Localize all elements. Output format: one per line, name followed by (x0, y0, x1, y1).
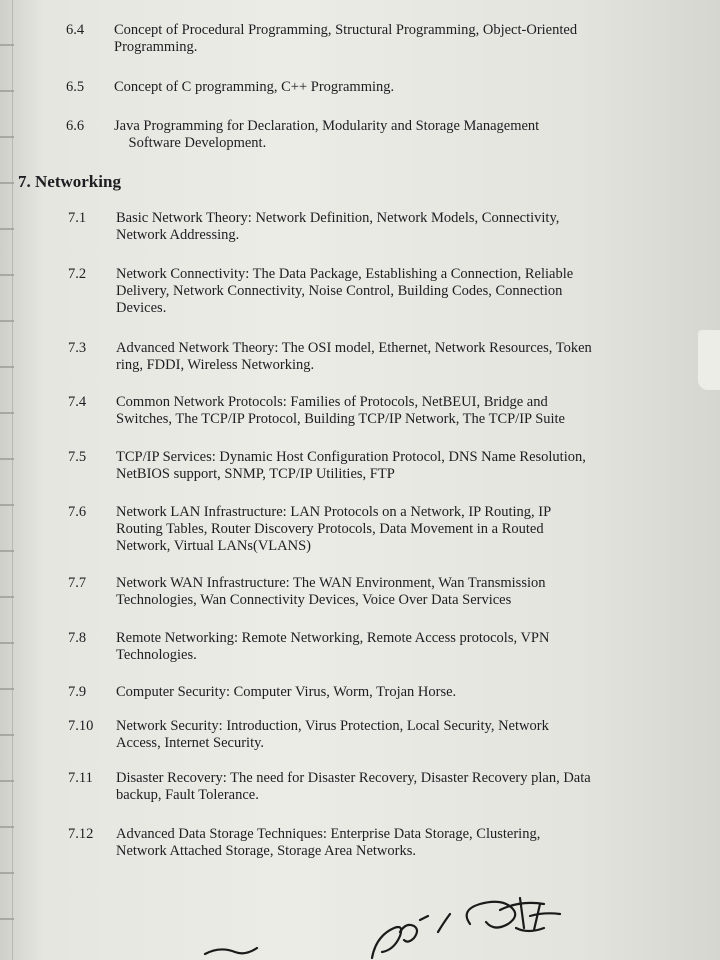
item-line: backup, Fault Tolerance. (116, 787, 259, 803)
item-text (116, 504, 636, 555)
item-number: 7.4 (68, 394, 87, 410)
item-text (116, 630, 636, 664)
item-line: Technologies. (116, 647, 197, 663)
margin-line (12, 0, 13, 960)
item-line: Network Addressing. (116, 227, 240, 243)
item-line: ring, FDDI, Wireless Networking. (116, 357, 315, 373)
item-text (116, 826, 636, 860)
item-number: 6.4 (66, 22, 85, 38)
item-text (114, 118, 634, 152)
paper-tear (698, 330, 720, 390)
item-text (116, 449, 636, 483)
item-number: 6.6 (66, 118, 85, 134)
item-line: Network LAN Infrastructure: LAN Protocols on a Network, IP Routing, IP (116, 504, 552, 520)
signature-mark-left (205, 948, 257, 954)
item-line: Access, Internet Security. (116, 735, 265, 751)
item-line: Disaster Recovery: The need for Disaster Recovery, Disaster Recovery plan, Data (116, 770, 591, 786)
item-line: Java Programming for Declaration, Modularity and Storage Management (114, 118, 540, 134)
item-line: Network Connectivity: The Data Package, Establishing a Connection, Reliable (116, 266, 574, 282)
item-line: Network Security: Introduction, Virus Protection, Local Security, Network (116, 718, 549, 734)
item-text (116, 266, 636, 317)
item-text (116, 394, 636, 428)
item-text (116, 770, 636, 804)
item-line: Advanced Network Theory: The OSI model, Ethernet, Network Resources, Token (116, 340, 592, 356)
item-line: Devices. (116, 300, 167, 316)
item-line: Network WAN Infrastructure: The WAN Environment, Wan Transmission (116, 575, 546, 591)
section-heading-networking: 7. Networking (18, 172, 121, 191)
item-number: 7.3 (68, 340, 87, 356)
item-line: Network, Virtual LANs(VLANS) (116, 538, 311, 554)
item-text (116, 210, 636, 244)
item-number: 7.5 (68, 449, 87, 465)
item-line: Remote Networking: Remote Networking, Remote Access protocols, VPN (116, 630, 550, 646)
item-number: 7.8 (68, 630, 87, 646)
item-text (114, 22, 634, 56)
item-number: 7.2 (68, 266, 87, 282)
item-text (116, 340, 636, 374)
item-text (116, 575, 636, 609)
item-number: 7.12 (68, 826, 94, 842)
item-number: 7.11 (68, 770, 93, 786)
item-line: NetBIOS support, SNMP, TCP/IP Utilities, FTP (116, 466, 395, 482)
item-line: TCP/IP Services: Dynamic Host Configuration Protocol, DNS Name Resolution, (116, 449, 586, 465)
signature-mark-right (467, 898, 560, 931)
item-text (116, 684, 636, 701)
item-line: Programming. (114, 39, 198, 55)
item-line: Concept of Procedural Programming, Structural Programming, Object-Oriented (114, 22, 578, 38)
signature-mark-center (372, 914, 450, 958)
item-line: Delivery, Network Connectivity, Noise Control, Building Codes, Connection (116, 283, 563, 299)
item-line: Common Network Protocols: Families of Protocols, NetBEUI, Bridge and (116, 394, 548, 410)
item-number: 7.7 (68, 575, 87, 591)
item-number: 7.10 (68, 718, 94, 734)
item-number: 6.5 (66, 79, 85, 95)
item-text (116, 718, 636, 752)
item-line: Routing Tables, Router Discovery Protocols, Data Movement in a Routed (116, 521, 544, 537)
item-line: Advanced Data Storage Techniques: Enterprise Data Storage, Clustering, (116, 826, 541, 842)
item-number: 7.6 (68, 504, 87, 520)
item-number: 7.1 (68, 210, 87, 226)
item-text (114, 79, 634, 96)
item-line: Basic Network Theory: Network Definition, Network Models, Connectivity, (116, 210, 560, 226)
item-line: Concept of C programming, C++ Programming. (114, 79, 395, 95)
item-number: 7.9 (68, 684, 87, 700)
item-line: Switches, The TCP/IP Protocol, Building TCP/IP Network, The TCP/IP Suite (116, 411, 565, 427)
item-line: Computer Security: Computer Virus, Worm, Trojan Horse. (116, 684, 457, 700)
item-line: Network Attached Storage, Storage Area Networks. (116, 843, 416, 859)
item-line: Technologies, Wan Connectivity Devices, Voice Over Data Services (116, 592, 512, 608)
item-line: Software Development. (114, 135, 267, 151)
handwritten-signatures (0, 880, 720, 960)
